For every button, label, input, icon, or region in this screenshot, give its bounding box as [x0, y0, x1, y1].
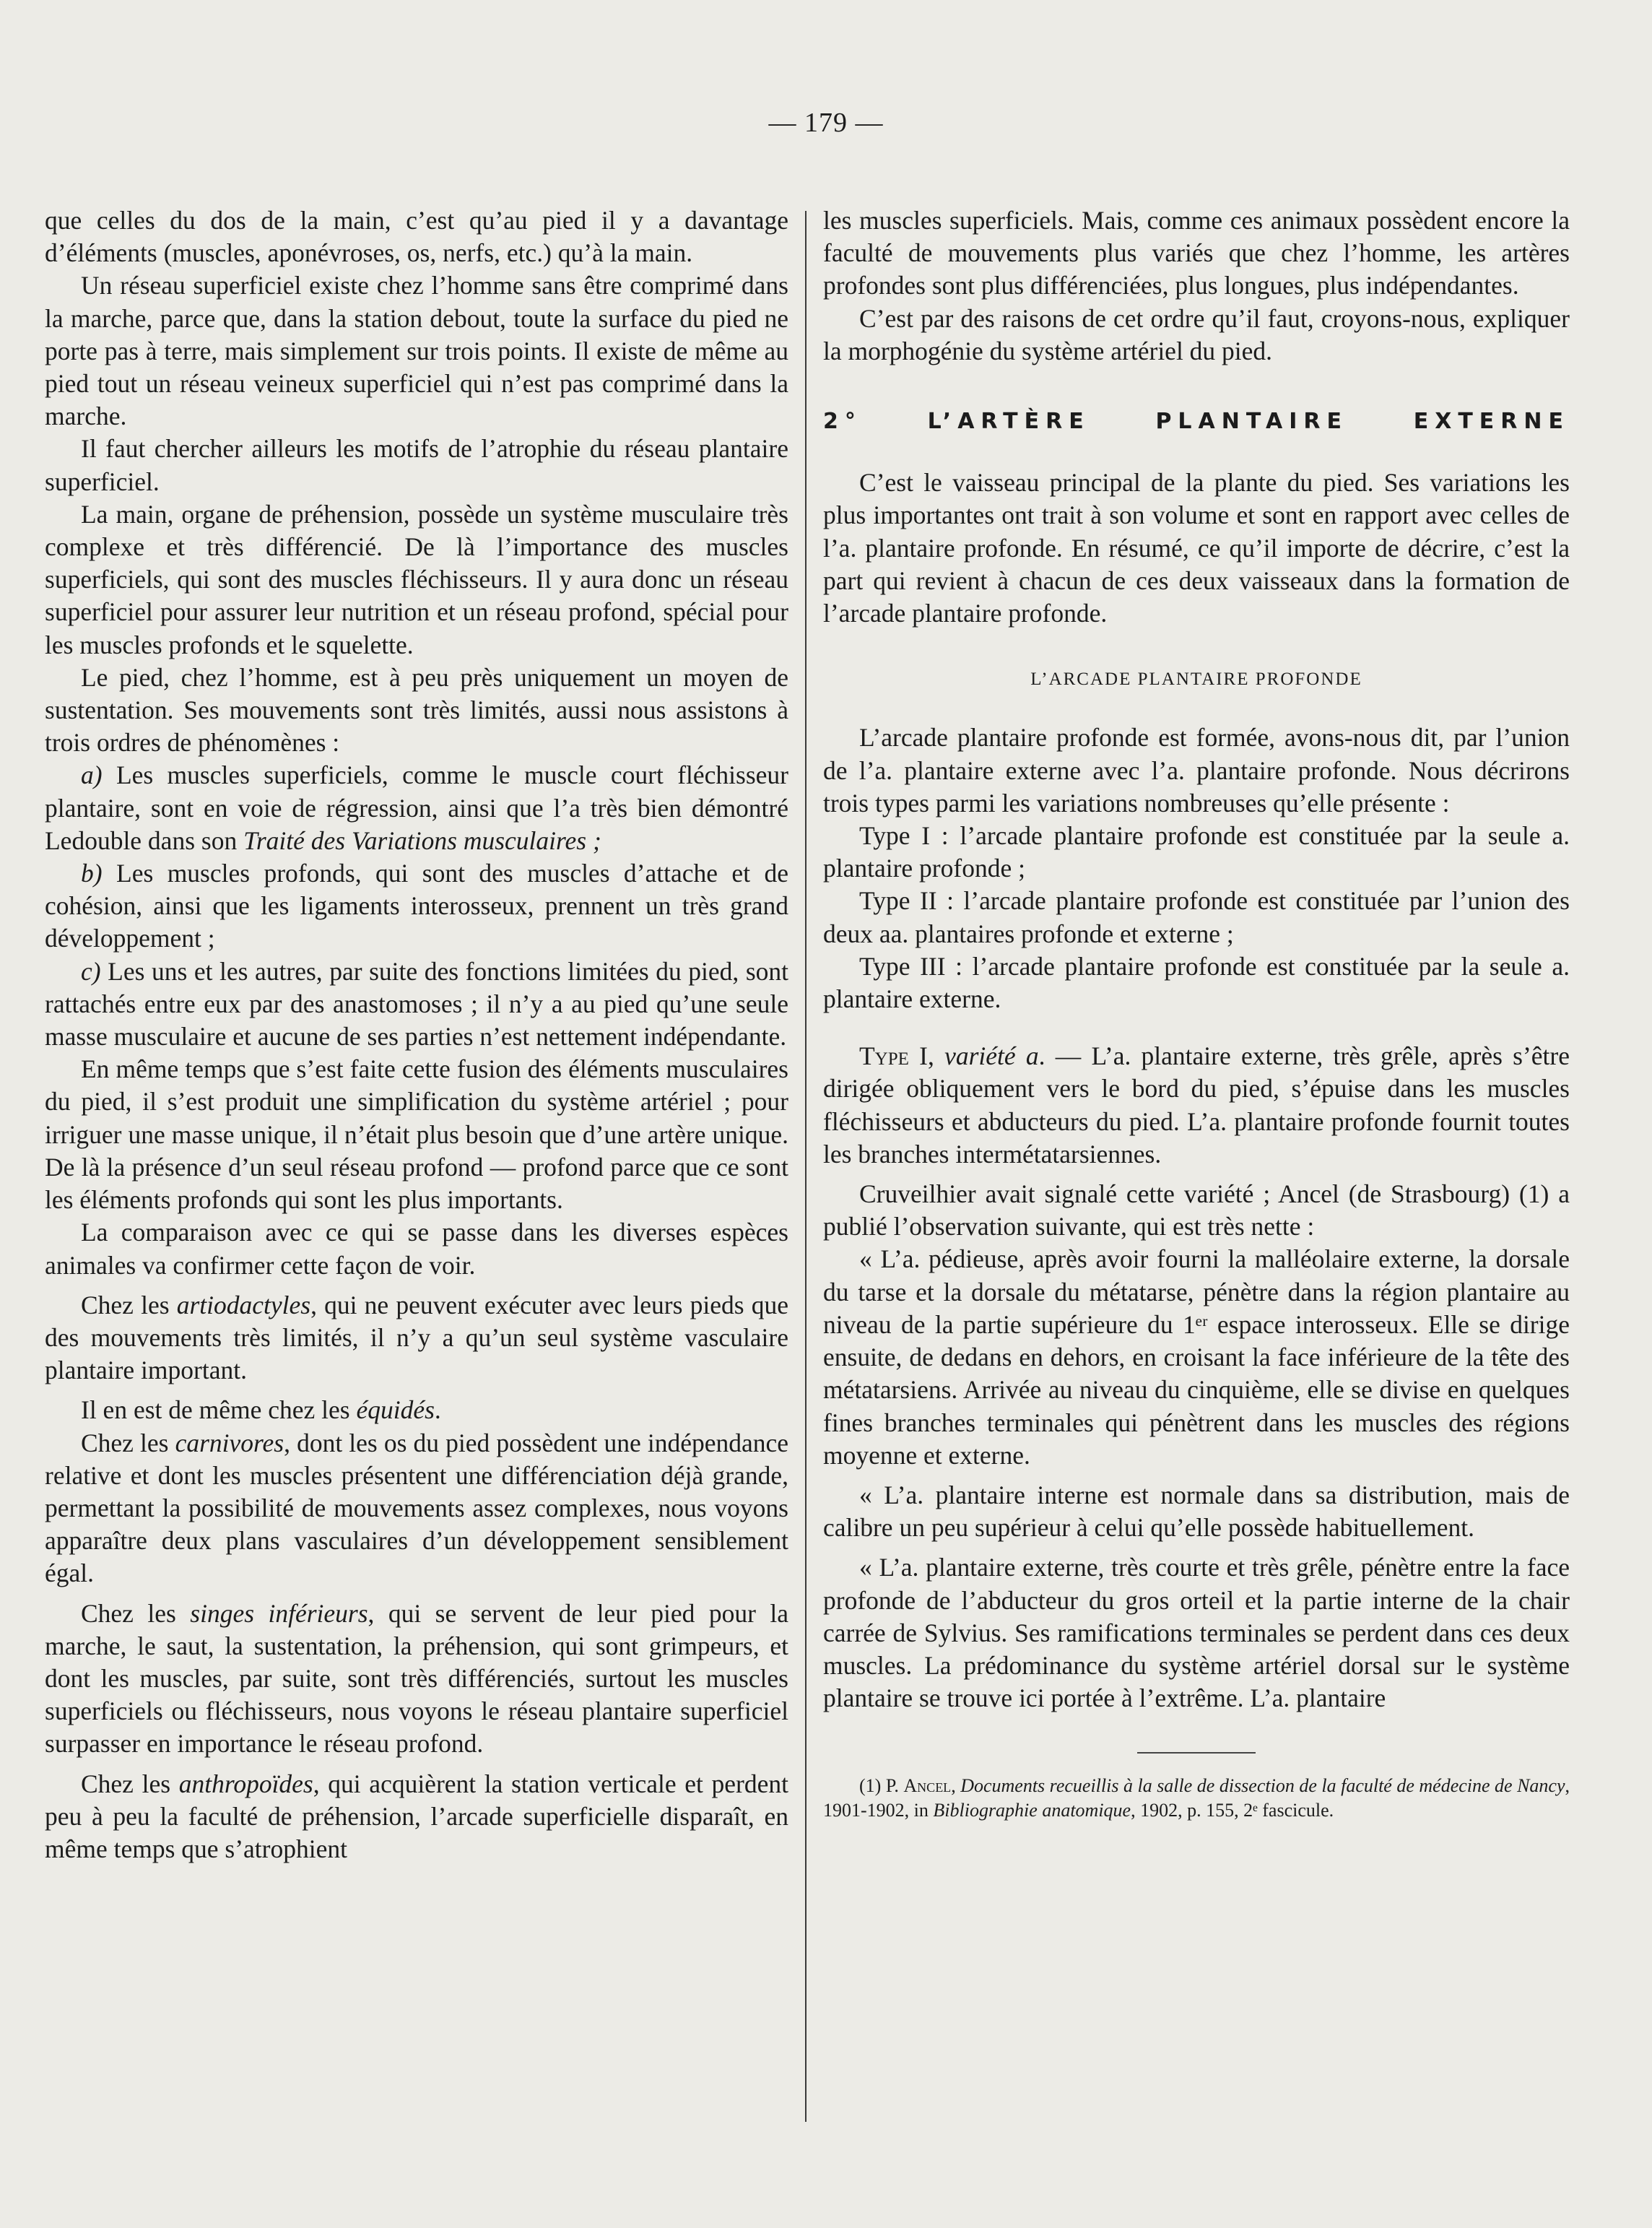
subheading: L’ARCADE PLANTAIRE PROFONDE — [1030, 669, 1362, 690]
text: , dont les os du pied possèdent une indépendance relative et dont les muscles présentent une différenciation déjà grande, permettant la possibilité de mouvements assez complexes, nous voyons apparaître deux plans vasculaires d’un développement sensiblement égal. — [45, 1428, 788, 1588]
journal: Bibliographie anatomique — [933, 1800, 1131, 1821]
text: Les muscles profonds, qui sont des muscles d’attache et de cohésion, ainsi que les ligaments interosseux, prennent un très grand développement ; — [45, 859, 788, 953]
list-marker: a) — [81, 760, 103, 790]
text: , qui se servent de leur pied pour la marche, le saut, la sustentation, la préhension, qui sont grimpeurs, et dont les muscles, par suite, sont très différenciés, surtout les muscles superficiels ou fléchisseurs, nous voyons le réseau plantaire superficiel surpasser en importance le réseau profond. — [45, 1598, 788, 1759]
section-heading: 2° L’ARTÈRE PLANTAIRE EXTERNE — [823, 409, 1570, 435]
paragraph: Type II : l’arcade plantaire profonde est constituée par l’union des deux aa. plantaires profonde et externe ; — [823, 886, 1570, 948]
paragraph: « L’a. plantaire externe, très courte et très grêle, pénètre entre la face profonde de l’abducteur du gros orteil et la partie interne de la chair carrée de Sylvius. Ses ramifications terminales se perdent dans ces deux muscles. La prédominance du système artériel dorsal sur le système plantaire se trouve ici portée à l’extrême. L’a. plantaire — [823, 1553, 1570, 1713]
text: Les muscles superficiels, comme le muscle court fléchisseur plantaire, sont en voie de régression, ainsi que l’a très bien démontré Ledouble dans son — [45, 760, 788, 855]
page-number: — 179 — — [768, 108, 884, 138]
taxon: anthropoïdes — [178, 1769, 313, 1798]
paragraph: En même temps que s’est faite cette fusion des éléments musculaires du pied, il s’est produit une simplification du système artériel ; pour irriguer une masse unique, il n’était plus besoin que d’une artère unique. De là la présence d’un seul réseau profond — profond parce que ce sont les éléments profonds qui sont les plus importants. — [45, 1054, 788, 1215]
footnote-rule — [1137, 1752, 1256, 1754]
taxon: équidés — [356, 1395, 435, 1425]
text: Chez les — [81, 1290, 177, 1319]
text: , — [951, 1775, 961, 1797]
list-marker: b) — [81, 859, 103, 888]
right-column — [823, 204, 1570, 1823]
paragraph — [45, 857, 788, 955]
text: (1) P. — [859, 1775, 904, 1797]
footnote — [823, 1774, 1570, 1823]
text: Les uns et les autres, par suite des fonctions limitées du pied, sont rattachés entre eux par des anastomoses ; il n’y a au pied qu’une seule masse musculaire et aucune de ses parties n’est nettement indépendante. — [45, 956, 788, 1052]
paragraph: que celles du dos de la main, c’est qu’au pied il y a davantage d’éléments (muscles, aponévroses, os, nerfs, etc.) qu’à la main. — [45, 206, 788, 268]
paragraph: L’arcade plantaire profonde est formée, avons-nous dit, par l’union de l’a. plantaire externe avec l’a. plantaire profonde. Nous décrirons trois types parmi les variations nombreuses qu’elle présente : — [823, 723, 1570, 818]
text: Chez les — [81, 1428, 175, 1457]
paragraph — [45, 1427, 788, 1590]
taxon: carnivores — [175, 1428, 284, 1457]
list-marker: c) — [81, 956, 101, 986]
title: Documents recueillis à la salle de dissection de la faculté de médecine de Nancy — [960, 1775, 1565, 1797]
text: , qui ne peuvent exécuter avec leurs pieds que des mouvements très limités, il n’y a qu’un seul système vasculaire plantaire important. — [45, 1290, 788, 1385]
column-divider — [805, 211, 807, 2122]
paragraph: C’est par des raisons de cet ordre qu’il faut, croyons-nous, expliquer la morphogénie du système artériel du pied. — [823, 303, 1570, 365]
text: . — [434, 1395, 441, 1425]
paragraph: Type III : l’arcade plantaire profonde est constituée par la seule a. plantaire externe. — [823, 951, 1570, 1014]
paragraph — [45, 1598, 788, 1761]
paragraph: Type I : l’arcade plantaire profonde est constituée par la seule a. plantaire profonde ; — [823, 821, 1570, 883]
taxon: singes inférieurs — [190, 1598, 368, 1628]
paragraph — [45, 1289, 788, 1387]
type-label: Type I — [859, 1041, 928, 1071]
text: , 1901-1902, in — [823, 1775, 1570, 1821]
citation: Traité des Variations musculaires ; — [243, 825, 601, 855]
paragraph — [45, 1768, 788, 1866]
paragraph: Cruveilhier avait signalé cette variété ; Ancel (de Strasbourg) (1) a publié l’observation suivante, qui est très nette : — [823, 1179, 1570, 1241]
taxon: artiodactyles — [176, 1290, 311, 1319]
paragraph: Un réseau superficiel existe chez l’homme sans être comprimé dans la marche, parce que, dans la station debout, toute la surface du pied ne porte pas à terre, mais simplement sur trois points. Il existe de même au pied tout un réseau veineux superficiel qui n’est pas comprimé dans la marche. — [45, 271, 788, 431]
paragraph — [45, 759, 788, 857]
text: Chez les — [81, 1769, 179, 1798]
paragraph: Il faut chercher ailleurs les motifs de l’atrophie du réseau plantaire superficiel. — [45, 434, 788, 496]
paragraph — [45, 955, 788, 1054]
paragraph: Le pied, chez l’homme, est à peu près uniquement un moyen de sustentation. Ses mouvements sont très limités, aussi nous assistons à trois ordres de phénomènes : — [45, 662, 788, 758]
left-column — [45, 204, 788, 1865]
paragraph — [823, 1040, 1570, 1171]
paragraph: C’est le vaisseau principal de la plante du pied. Ses variations les plus importantes ont trait à son volume et sont en rapport avec celles de l’a. plantaire profonde. En résumé, ce qu’il importe de décrire, c’est la part qui revient à chacun de ces deux vaisseaux dans la formation de l’arcade plantaire profonde. — [823, 468, 1570, 628]
paragraph: La comparaison avec ce qui se passe dans les diverses espèces animales va confirmer cette façon de voir. — [45, 1218, 788, 1280]
paragraph: « L’a. plantaire interne est normale dans sa distribution, mais de calibre un peu supérieur à celui qu’elle possède habituellement. — [823, 1480, 1570, 1543]
text: Il en est de même chez les — [81, 1395, 357, 1425]
text: . — L’a. plantaire externe, très grêle, après s’être dirigée obliquement vers le bord du pied, s’épuise dans les muscles fléchisseurs et abducteurs du pied. L’a. plantaire profonde fournit toutes les branches intermétatarsiennes. — [823, 1041, 1570, 1169]
paragraph: « L’a. pédieuse, après avoir fourni la malléolaire externe, la dorsale du tarse et la dorsale du métatarse, pénètre dans la région plantaire au niveau de la partie supérieure du 1ᵉʳ espace interosseux. Elle se dirige ensuite, de dedans en dehors, en croisant la face inférieure de la tête des métatarsiens. Arrivée au niveau du cinquième, elle se divise en quelques fines branches terminales qui pénètrent dans les muscles des régions moyenne et externe. — [823, 1244, 1570, 1470]
variety-label: variété a — [944, 1041, 1039, 1071]
text: Chez les — [81, 1598, 191, 1628]
text: , — [927, 1041, 945, 1071]
paragraph — [45, 1394, 788, 1426]
text: , 1902, p. 155, 2ᵉ fascicule. — [1131, 1800, 1334, 1821]
paragraph: les muscles superficiels. Mais, comme ces animaux possèdent encore la faculté de mouvements plus variés que chez l’homme, les artères profondes sont plus différenciées, plus longues, plus indépendantes. — [823, 206, 1570, 300]
author: Ancel — [903, 1775, 952, 1797]
text: , qui acquièrent la station verticale et perdent peu à peu la faculté de préhension, l’arcade superficielle disparaît, en même temps que s’atrophient — [45, 1769, 788, 1863]
paragraph: La main, organe de préhension, possède un système musculaire très complexe et très différencié. De là l’importance des muscles superficiels, qui sont des muscles fléchisseurs. Il y aura donc un réseau superficiel pour assurer leur nutrition et un réseau profond, spécial pour les muscles profonds et le squelette. — [45, 499, 788, 659]
